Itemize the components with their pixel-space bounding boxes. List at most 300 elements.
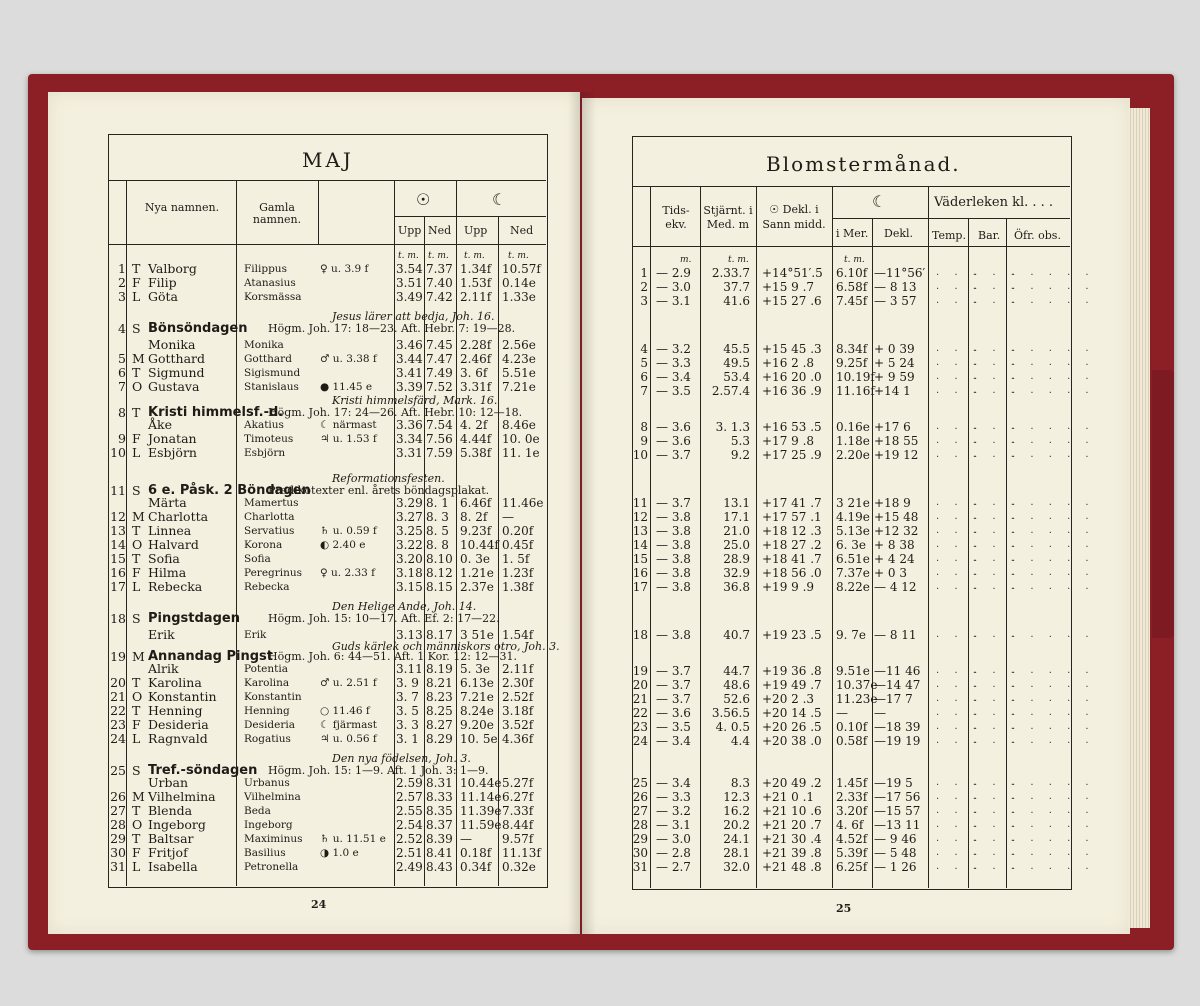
cell-mu: 5.38f (460, 446, 492, 460)
cell-stj: 12.3 (723, 790, 750, 804)
cell-tids: — 2.8 (656, 846, 691, 860)
cell-tids: — 2.7 (656, 860, 691, 874)
cell-dekl: +20 14 .5 (762, 706, 822, 720)
cell-stj: 2.57.4 (711, 384, 750, 398)
left-vline-6 (456, 180, 457, 886)
cell-mer: 9. 7e (836, 628, 866, 642)
cell-sn: 7.56 (426, 432, 453, 446)
empty-bar-dots: . . . (974, 497, 1020, 508)
cell-su: 2.49 (396, 860, 423, 874)
empty-bar-dots: . . . (974, 421, 1020, 432)
cell-mer: 1.45f (836, 776, 868, 790)
cell-su: 3. 3 (396, 718, 419, 732)
cell-gamla: Rogatius (244, 733, 291, 745)
empty-temp-dots: . . . (936, 449, 982, 460)
cell-note: ♃ u. 1.53 f (320, 433, 377, 445)
cell-tids: — 3.4 (656, 776, 691, 790)
cell-gamla: Högm. Joh. 17: 24—26. Aft. Hebr. 10: 12—18. (268, 406, 523, 419)
empty-ofr-dots: . . . . . (1012, 371, 1095, 382)
cell-note: ☾ fjärmast (320, 719, 377, 731)
cell-gamla: Högm. Joh. 15: 10—17. Aft. Ef. 2: 17—22. (268, 612, 500, 625)
cell-mdekl: — 4 12 (874, 580, 917, 594)
cell-dekl: +15 45 .3 (762, 342, 822, 356)
cell-mn: 0.32e (502, 860, 536, 874)
empty-ofr-dots: . . . . . (1012, 567, 1095, 578)
cell-day: 17 (632, 580, 648, 594)
cell-mdekl: —14 47 (874, 678, 921, 692)
empty-bar-dots: . . . (974, 449, 1020, 460)
cell-mdekl: — 8 13 (874, 280, 917, 294)
cell-mu: 10.44f (460, 538, 499, 552)
header-moon-ned: Ned (510, 224, 534, 237)
empty-temp-dots: . . . (936, 679, 982, 690)
cell-dekl: +17 9 .8 (762, 434, 815, 448)
empty-bar-dots: . . . (974, 805, 1020, 816)
empty-temp-dots: . . . (936, 497, 982, 508)
cell-gamla: Predikotexter enl. årets böndagsplakat. (268, 484, 490, 497)
empty-temp-dots: . . . (936, 707, 982, 718)
header-bar: Bar. (978, 229, 1001, 242)
empty-bar-dots: . . . (974, 693, 1020, 704)
header-temp: Temp. (932, 229, 966, 242)
cell-dekl: +16 20 .0 (762, 370, 822, 384)
cell-day: 18 (110, 611, 126, 626)
cell-nya: Kristi himmelsf.-d. (148, 405, 284, 420)
cell-mdekl: — 8 11 (874, 628, 917, 642)
cell-day: 10 (110, 445, 126, 460)
cell-mn: 1.33e (502, 290, 536, 304)
empty-ofr-dots: . . . . . (1012, 819, 1095, 830)
cell-mn: 8.44f (502, 818, 534, 832)
cell-tids: — 3.8 (656, 538, 691, 552)
cell-sn: 7.49 (426, 366, 453, 380)
cell-note: ○ 11.46 f (320, 705, 370, 717)
empty-ofr-dots: . . . . . (1012, 581, 1095, 592)
cell-mer: 7.45f (836, 294, 868, 308)
empty-ofr-dots: . . . . . (1012, 721, 1095, 732)
cell-day: 3 (118, 289, 126, 304)
bookmark-tab (1152, 370, 1174, 638)
cell-wd: L (132, 859, 141, 874)
cell-sn: 8.35 (426, 804, 453, 818)
empty-ofr-dots: . . . . . (1012, 497, 1095, 508)
cell-dekl: +17 41 .7 (762, 496, 822, 510)
cell-day: 4 (118, 321, 126, 336)
cell-day: 7 (640, 384, 648, 398)
cell-dekl: +18 56 .0 (762, 566, 822, 580)
cell-wd: S (132, 611, 141, 626)
cell-mer: 6.25f (836, 860, 868, 874)
cell-day: 23 (110, 717, 126, 732)
cell-wd: M (132, 351, 145, 366)
cell-mer: 8.22e (836, 580, 870, 594)
cell-tids: — 3.8 (656, 580, 691, 594)
cell-day: 15 (110, 551, 126, 566)
cell-day: 16 (110, 565, 126, 580)
cell-mer: 8.34f (836, 342, 868, 356)
cell-mu: 0.34f (460, 860, 492, 874)
cell-mu: 11.14e (460, 790, 502, 804)
cell-stj: 36.8 (723, 580, 750, 594)
cell-note: ♃ u. 0.56 f (320, 733, 377, 745)
cell-mdekl: —13 11 (874, 818, 921, 832)
cell-mdekl: — 1 26 (874, 860, 917, 874)
left-page-title: MAJ (302, 148, 354, 172)
cell-mn: 0.14e (502, 276, 536, 290)
cell-wd: F (132, 717, 141, 732)
cell-nya: Linnea (148, 523, 192, 538)
cell-sn: 7.47 (426, 352, 453, 366)
cell-tids: — 3.8 (656, 524, 691, 538)
cell-stj: 49.5 (723, 356, 750, 370)
cell-wd: O (132, 689, 143, 704)
cell-nya: Märta (148, 495, 187, 510)
cell-su: 2.51 (396, 846, 423, 860)
cell-gamla: Urbanus (244, 777, 290, 789)
cell-day: 31 (110, 859, 126, 874)
cell-gamla: Rebecka (244, 581, 290, 593)
cell-mdekl: +19 12 (874, 448, 919, 462)
cell-mer: 3 21e (836, 496, 870, 510)
cell-day: 18 (632, 628, 648, 642)
cell-tids: — 3.7 (656, 448, 691, 462)
cell-mu: 8. 2f (460, 510, 488, 524)
cell-wd: F (132, 431, 141, 446)
cell-day: 28 (110, 817, 126, 832)
cell-nya: Vilhelmina (148, 789, 216, 804)
cell-note: ● 11.45 e (320, 381, 373, 393)
cell-sn: 8.19 (426, 662, 453, 676)
empty-bar-dots: . . . (974, 629, 1020, 640)
cell-su: 3.51 (396, 276, 423, 290)
cell-nya: Charlotta (148, 509, 209, 524)
cell-su: 3.13 (396, 628, 423, 642)
empty-bar-dots: . . . (974, 343, 1020, 354)
cell-mu: 3.31f (460, 380, 492, 394)
cell-dekl: +15 27 .6 (762, 294, 822, 308)
empty-temp-dots: . . . (936, 735, 982, 746)
left-vline-4 (394, 180, 395, 886)
cell-tids: — 3.2 (656, 804, 691, 818)
cell-su: 2.55 (396, 804, 423, 818)
cell-dekl: +18 41 .7 (762, 552, 822, 566)
book-gutter (568, 92, 596, 934)
empty-ofr-dots: . . . . . (1012, 449, 1095, 460)
cell-wd: S (132, 483, 141, 498)
cell-tids: — 3.1 (656, 818, 691, 832)
cell-day: 26 (632, 790, 648, 804)
cell-sn: 8. 8 (426, 538, 449, 552)
left-page-number: 24 (311, 898, 327, 911)
cell-dekl: +18 12 .3 (762, 524, 822, 538)
cell-day: 31 (632, 860, 648, 874)
cell-mu: — (460, 832, 472, 846)
unit-tm-1: t. m. (398, 251, 419, 261)
cell-mu: 11.59e (460, 818, 502, 832)
cell-day: 30 (632, 846, 648, 860)
cell-nya: 6 e. Påsk. 2 Böndagen (148, 483, 311, 498)
cell-nya: Monika (148, 337, 196, 352)
cell-gamla: Maximinus (244, 833, 303, 845)
cell-dekl: +19 36 .8 (762, 664, 822, 678)
cell-stj: 37.7 (723, 280, 750, 294)
cell-gamla: Servatius (244, 525, 295, 537)
cell-mer: 1.18e (836, 434, 870, 448)
cell-nya: Fritjof (148, 845, 188, 860)
cell-day: 29 (632, 832, 648, 846)
cell-dekl: +17 57 .1 (762, 510, 822, 524)
cell-day: 27 (110, 803, 126, 818)
cell-note: ♀ u. 3.9 f (320, 263, 369, 275)
cell-note: Jesus lärer att bedja, Joh. 16. (332, 310, 495, 323)
cell-gamla: Konstantin (244, 691, 302, 703)
cell-mu: 11.39e (460, 804, 502, 818)
cell-note: Kristi himmelsfärd, Mark. 16. (332, 394, 498, 407)
right-page-title: Blomstermånad. (766, 152, 961, 176)
cell-day: 13 (110, 523, 126, 538)
cell-gamla: Charlotta (244, 511, 295, 523)
cell-day: 20 (632, 678, 648, 692)
cell-mn: 11.13f (502, 846, 541, 860)
cell-stj: 2.33.7 (711, 266, 750, 280)
cell-wd: M (132, 789, 145, 804)
cell-mer: 7.37e (836, 566, 870, 580)
cell-mu: 4. 2f (460, 418, 488, 432)
cell-tids: — 3.4 (656, 370, 691, 384)
empty-ofr-dots: . . . . . (1012, 861, 1095, 872)
cell-mdekl: + 9 59 (874, 370, 915, 384)
cell-sn: 8.27 (426, 718, 453, 732)
header-moon-dekl: Dekl. (884, 227, 914, 240)
cell-nya: Blenda (148, 803, 193, 818)
cell-dekl: +21 48 .8 (762, 860, 822, 874)
cell-dekl: +20 38 .0 (762, 734, 822, 748)
header-stjarnt: Stjärnt. i Med. m (703, 204, 753, 231)
empty-bar-dots: . . . (974, 357, 1020, 368)
cell-mdekl: + 0 39 (874, 342, 915, 356)
empty-bar-dots: . . . (974, 819, 1020, 830)
cell-mer: 5.13e (836, 524, 870, 538)
cell-su: 3. 9 (396, 676, 419, 690)
empty-ofr-dots: . . . . . (1012, 385, 1095, 396)
cell-mdekl: +15 48 (874, 510, 919, 524)
cell-mn: 2.30f (502, 676, 534, 690)
cell-day: 11 (632, 496, 648, 510)
empty-ofr-dots: . . . . . (1012, 281, 1095, 292)
empty-ofr-dots: . . . . . (1012, 777, 1095, 788)
cell-mn: 1.23f (502, 566, 534, 580)
cell-day: 27 (632, 804, 648, 818)
cell-wd: T (132, 405, 141, 420)
cell-sn: 8.33 (426, 790, 453, 804)
empty-ofr-dots: . . . . . (1012, 553, 1095, 564)
cell-dekl: +21 30 .4 (762, 832, 822, 846)
empty-ofr-dots: . . . . . (1012, 525, 1095, 536)
cell-mer: 6.58f (836, 280, 868, 294)
cell-gamla: Desideria (244, 719, 295, 731)
left-vline-1 (126, 180, 127, 886)
cell-mer: 3.20f (836, 804, 868, 818)
cell-stj: 8.3 (730, 776, 750, 790)
cell-tids: — 2.9 (656, 266, 691, 280)
cell-wd: L (132, 579, 141, 594)
cell-sn: 8.43 (426, 860, 453, 874)
cell-day: 21 (632, 692, 648, 706)
cell-su: 3.31 (396, 446, 423, 460)
header-vaderleken: Väderleken kl. . . . (934, 195, 1054, 210)
moon-symbol: ☾ (492, 190, 507, 209)
cell-note: ♄ u. 0.59 f (320, 525, 377, 537)
cell-sn: 7.37 (426, 262, 453, 276)
cell-mer: 10.37e (836, 678, 878, 692)
cell-mdekl: —17 7 (874, 692, 913, 706)
cell-tids: — 3.7 (656, 496, 691, 510)
cell-sn: 8. 5 (426, 524, 449, 538)
cell-su: 3.27 (396, 510, 423, 524)
cell-gamla: Gotthard (244, 353, 292, 365)
cell-mdekl: —17 56 (874, 790, 921, 804)
cell-su: 3.49 (396, 290, 423, 304)
empty-temp-dots: . . . (936, 525, 982, 536)
empty-bar-dots: . . . (974, 435, 1020, 446)
cell-dekl: +20 2 .3 (762, 692, 815, 706)
cell-stj: 48.6 (723, 678, 750, 692)
cell-su: 3.41 (396, 366, 423, 380)
cell-dekl: +16 53 .5 (762, 420, 822, 434)
cell-dekl: +20 49 .2 (762, 776, 822, 790)
cell-su: 2.57 (396, 790, 423, 804)
cell-note: Den Helige Ande, Joh. 14. (332, 600, 477, 613)
empty-bar-dots: . . . (974, 735, 1020, 746)
cell-mdekl: + 0 3 (874, 566, 907, 580)
cell-tids: — 3.2 (656, 342, 691, 356)
cell-mn: 11. 1e (502, 446, 540, 460)
cell-dekl: +19 9 .9 (762, 580, 815, 594)
cell-nya: Esbjörn (148, 445, 197, 460)
cell-stj: 9.2 (730, 448, 750, 462)
cell-su: 3.11 (396, 662, 423, 676)
cell-mdekl: + 8 38 (874, 538, 915, 552)
cell-note: ◐ 2.40 e (320, 539, 366, 551)
cell-mer: 6. 3e (836, 538, 866, 552)
cell-day: 10 (632, 448, 648, 462)
empty-temp-dots: . . . (936, 791, 982, 802)
cell-wd: T (132, 365, 141, 380)
unit-tm-right: t. m. (728, 255, 749, 265)
cell-mer: 10.19f (836, 370, 875, 384)
empty-temp-dots: . . . (936, 861, 982, 872)
unit-tm-4: t. m. (508, 251, 529, 261)
cell-tids: — 3.7 (656, 678, 691, 692)
cell-mer: 2.20e (836, 448, 870, 462)
cell-nya: Hilma (148, 565, 187, 580)
empty-ofr-dots: . . . . . (1012, 805, 1095, 816)
cell-mn: 5.51e (502, 366, 536, 380)
cell-nya: Åke (148, 417, 172, 432)
empty-ofr-dots: . . . . . (1012, 343, 1095, 354)
cell-stj: 28.1 (723, 846, 750, 860)
cell-stj: 44.7 (723, 664, 750, 678)
cell-nya: Sigmund (148, 365, 205, 380)
cell-note: Guds kärlek och människors otro, Joh. 3. (332, 640, 560, 653)
cell-mu: 10.44e (460, 776, 502, 790)
empty-temp-dots: . . . (936, 343, 982, 354)
cell-su: 3.15 (396, 580, 423, 594)
cell-wd: F (132, 845, 141, 860)
cell-dekl: +18 27 .2 (762, 538, 822, 552)
cell-gamla: Potentia (244, 663, 288, 675)
cell-sn: 7.52 (426, 380, 453, 394)
cell-day: 26 (110, 789, 126, 804)
cell-tids: — 3.6 (656, 706, 691, 720)
empty-bar-dots: . . . (974, 707, 1020, 718)
cell-mdekl: + 5 24 (874, 356, 915, 370)
cell-sn: 8.37 (426, 818, 453, 832)
cell-wd: O (132, 537, 143, 552)
cell-day: 1 (640, 266, 648, 280)
cell-stj: 16.2 (723, 804, 750, 818)
cell-stj: 40.7 (723, 628, 750, 642)
cell-mer: 0.58f (836, 734, 868, 748)
cell-mn: 1.38f (502, 580, 534, 594)
cell-stj: 28.9 (723, 552, 750, 566)
cell-mer: 9.25f (836, 356, 868, 370)
empty-bar-dots: . . . (974, 567, 1020, 578)
cell-mn: 3.52f (502, 718, 534, 732)
empty-ofr-dots: . . . . . (1012, 665, 1095, 676)
cell-su: 3. 5 (396, 704, 419, 718)
cell-mdekl: — 3 57 (874, 294, 917, 308)
cell-dekl: +21 20 .7 (762, 818, 822, 832)
cell-su: 2.52 (396, 832, 423, 846)
cell-mu: 0.18f (460, 846, 492, 860)
cell-mdekl: +14 1 (874, 384, 911, 398)
cell-su: 2.59 (396, 776, 423, 790)
cell-day: 28 (632, 818, 648, 832)
cell-sn: 8.39 (426, 832, 453, 846)
cell-wd: T (132, 551, 141, 566)
cell-gamla: Akatius (244, 419, 284, 431)
cell-day: 19 (632, 664, 648, 678)
cell-day: 25 (632, 776, 648, 790)
right-header-rule (632, 246, 1070, 247)
cell-mu: 9.23f (460, 524, 492, 538)
cell-gamla: Peregrinus (244, 567, 303, 579)
cell-stj: 52.6 (723, 692, 750, 706)
cell-nya: Alrik (148, 661, 179, 676)
cell-mdekl: +18 55 (874, 434, 919, 448)
cell-mn: 0.45f (502, 538, 534, 552)
cell-su: 3.54 (396, 262, 423, 276)
cell-mdekl: —11 46 (874, 664, 921, 678)
cell-mdekl: —18 39 (874, 720, 921, 734)
cell-sn: 7.42 (426, 290, 453, 304)
right-vline-4 (832, 186, 833, 888)
cell-day: 21 (110, 689, 126, 704)
cell-stj: 20.2 (723, 818, 750, 832)
cell-su: 3.18 (396, 566, 423, 580)
empty-ofr-dots: . . . . . (1012, 679, 1095, 690)
cell-mer: 0.10f (836, 720, 868, 734)
cell-mdekl: —19 19 (874, 734, 921, 748)
cell-day: 30 (110, 845, 126, 860)
cell-dekl: +20 26 .5 (762, 720, 822, 734)
empty-temp-dots: . . . (936, 693, 982, 704)
cell-wd: F (132, 275, 141, 290)
cell-wd: T (132, 675, 141, 690)
cell-day: 24 (110, 731, 126, 746)
cell-mu: 10. 5e (460, 732, 498, 746)
